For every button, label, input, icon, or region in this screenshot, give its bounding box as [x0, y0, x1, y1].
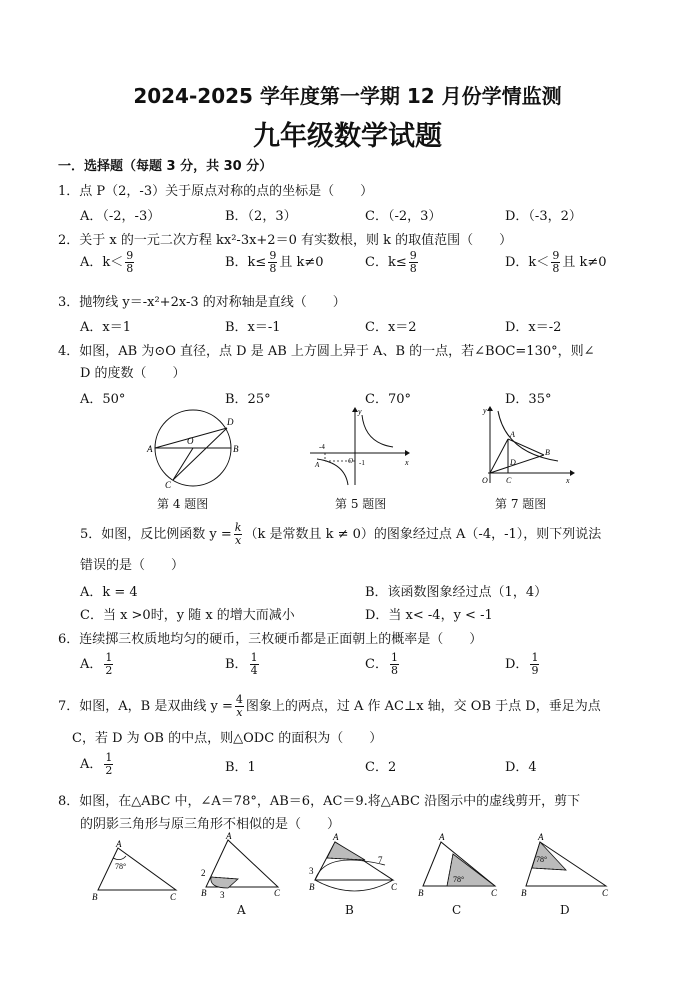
- q6-option-b: B． $\frac{1}{4}$: [225, 651, 258, 677]
- fig8a-label-b: B: [201, 888, 207, 898]
- fig8c-label-b: B: [418, 888, 424, 898]
- question-8-stem-2: 的阴影三角形与原三角形不相似的是（ ）: [80, 817, 341, 832]
- question-7-stem: 7．如图，A，B 是双曲线 y = $\frac{4}{x}$ 图象上的两点，过 A 作 AC⊥x 轴，交 OB 于点 D，垂足为点: [58, 693, 601, 719]
- q6-option-d: D． $\frac{1}{9}$: [505, 651, 539, 677]
- fig5-label-o: O: [348, 457, 354, 465]
- q4-option-a: A．50°: [80, 392, 126, 407]
- q1-option-a: A．（-2，-3）: [80, 209, 161, 224]
- fig4-label-d: D: [227, 417, 234, 427]
- q5-option-d: D．当 x< -4，y < -1: [365, 608, 493, 623]
- fig5-label-minus4: -4: [319, 443, 325, 451]
- q1-option-b: B．（2，3）: [225, 209, 297, 224]
- fig8a-label-3: 3: [220, 890, 225, 900]
- question-6-stem: 6．连续掷三枚质地均匀的硬币，三枚硬币都是正面朝上的概率是（ ）: [58, 632, 483, 647]
- figure-8-option-c: [415, 830, 505, 905]
- fig7-label-c: C: [506, 476, 512, 485]
- figure-8-option-d: [518, 830, 613, 905]
- fig4-label-b: B: [233, 444, 239, 454]
- fig7-label-b: B: [545, 448, 550, 457]
- q2-option-d: D．k＜ $\frac{9}{8}$ 且 k≠0: [505, 249, 607, 275]
- fig8-label-a: A: [116, 839, 122, 849]
- fig8c-label-c: C: [491, 888, 498, 898]
- q6-option-a: A． $\frac{1}{2}$: [80, 651, 113, 677]
- fig7-label-y: y: [483, 406, 487, 415]
- q2-option-c: C．k≤ $\frac{9}{8}$: [365, 249, 417, 275]
- figure-8-caption-a: A: [237, 903, 246, 917]
- q2-option-a: A．k＜ $\frac{9}{8}$: [80, 249, 134, 275]
- q6-option-c: C． $\frac{1}{8}$: [365, 651, 398, 677]
- question-5-stem-2: 错误的是（ ）: [80, 558, 185, 573]
- fig8b-label-c: C: [391, 882, 398, 892]
- fig8a-label-a: A: [226, 832, 232, 841]
- fig8c-label-a: A: [439, 832, 445, 842]
- fig4-label-o: O: [187, 436, 194, 446]
- q5-option-a: A．k = 4: [80, 585, 138, 600]
- fig8-label-angle: 78°: [115, 862, 127, 871]
- figure-5-hyperbola: [305, 405, 415, 490]
- fig8a-label-2: 2: [201, 868, 206, 878]
- fig8b-label-3: 3: [309, 866, 314, 876]
- fig8-label-b: B: [92, 892, 98, 902]
- figure-7-hyperbola: [478, 405, 578, 490]
- q7-option-c: C．2: [365, 760, 397, 775]
- figure-8-caption-b: B: [345, 903, 354, 917]
- question-7-stem-2: C，若 D 为 OB 的中点，则△ODC 的面积为（ ）: [72, 731, 383, 746]
- q2-option-b: B．k≤ $\frac{9}{8}$ 且 k≠0: [225, 249, 324, 275]
- fig8d-label-b: B: [521, 888, 527, 898]
- fig4-label-c: C: [165, 480, 172, 490]
- fig8d-label-c: C: [602, 888, 609, 898]
- q4-option-d: D．35°: [505, 392, 552, 407]
- q4-option-c: C．70°: [365, 392, 411, 407]
- question-4-stem: 4．如图，AB 为⊙O 直径，点 D 是 AB 上方圆上异于 A、B 的一点，若∠BOC=130°，则∠: [58, 344, 595, 359]
- question-8-stem: 8．如图，在△ABC 中，∠A＝78°，AB＝6，AC＝9.将△ABC 沿图示中的虚线剪开，剪下: [58, 794, 581, 809]
- q7-option-b: B．1: [225, 760, 256, 775]
- q1-option-c: C．（-2，3）: [365, 209, 442, 224]
- question-3-stem: 3．抛物线 y＝-x²+2x-3 的对称轴是直线（ ）: [58, 295, 346, 310]
- figure-8-caption-c: C: [452, 903, 462, 917]
- q1-option-d: D．（-3，2）: [505, 209, 582, 224]
- fig5-label-y: y: [358, 407, 362, 416]
- question-5-stem: 5．如图，反比例函数 y = $\frac{k}{x}$ （k 是常数且 k ≠ 0）的图象经过点 A（-4，-1），则下列说法: [80, 521, 602, 547]
- fig7-label-a: A: [510, 430, 515, 439]
- q3-option-a: A．x＝1: [80, 320, 131, 335]
- q3-option-d: D．x＝-2: [505, 320, 562, 335]
- exam-header: 2024-2025 学年度第一学期 12 月份学情监测: [133, 84, 562, 108]
- fig5-label-x: x: [405, 458, 409, 467]
- section-heading: 一．选择题（每题 3 分，共 30 分）: [58, 159, 273, 174]
- fig8b-label-a: A: [333, 832, 339, 842]
- figure-8-triangle: [88, 838, 183, 908]
- q5-option-b: B．该函数图象经过点（1，4）: [365, 585, 548, 600]
- fig8a-label-c: C: [274, 888, 281, 898]
- fig8b-label-b: B: [309, 882, 315, 892]
- q3-option-c: C．x＝2: [365, 320, 417, 335]
- fig8b-label-7: 7: [378, 855, 383, 865]
- figure-7-caption: 第 7 题图: [495, 497, 547, 511]
- q7-option-d: D．4: [505, 760, 537, 775]
- q4-option-b: B．25°: [225, 392, 271, 407]
- fig7-label-d: D: [510, 458, 516, 467]
- figure-4-caption: 第 4 题图: [157, 497, 209, 511]
- question-1-stem: 1．点 P（2，-3）关于原点对称的点的坐标是（ ）: [58, 184, 374, 199]
- fig8c-label-angle: 78°: [453, 875, 465, 884]
- figure-4-circle: [145, 408, 245, 490]
- q3-option-b: B．x＝-1: [225, 320, 281, 335]
- fig7-label-x: x: [566, 476, 570, 485]
- figure-8-option-b: [305, 830, 405, 905]
- fig5-label-a: A: [315, 461, 320, 469]
- q7-option-a: A． $\frac{1}{2}$: [80, 751, 113, 777]
- fig8d-label-angle: 78°: [536, 855, 548, 864]
- question-4-stem-2: D 的度数（ ）: [80, 366, 186, 381]
- q5-option-c: C．当 x >0时，y 随 x 的增大而减小: [80, 608, 295, 623]
- figure-8-caption-d: D: [560, 903, 570, 917]
- fig8-label-c: C: [170, 892, 177, 902]
- exam-title: 九年级数学试题: [253, 121, 442, 152]
- fig8d-label-a: A: [538, 832, 544, 842]
- fig4-label-a: A: [147, 444, 153, 454]
- figure-8-option-a: [198, 832, 293, 907]
- figure-5-caption: 第 5 题图: [335, 497, 387, 511]
- fig7-label-o: O: [482, 476, 488, 485]
- question-2-stem: 2．关于 x 的一元二次方程 kx²-3x+2＝0 有实数根，则 k 的取值范围（ ）: [58, 233, 513, 248]
- fig5-label-minus1: -1: [359, 459, 365, 467]
